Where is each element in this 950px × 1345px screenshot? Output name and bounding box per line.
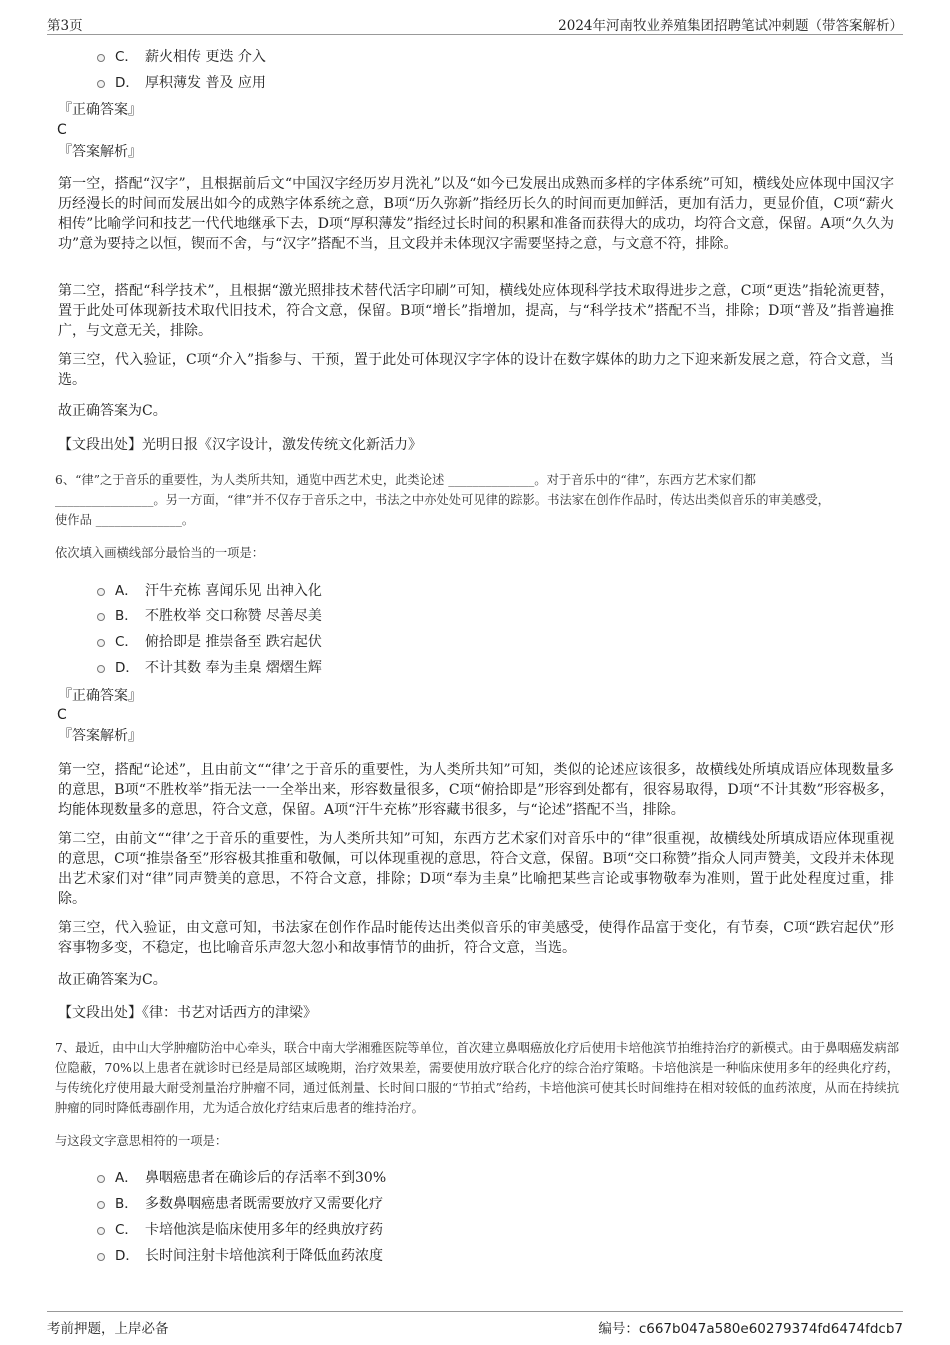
option-text: 汗牛充栋 喜闻乐见 出神入化: [145, 583, 322, 599]
option-letter: C．: [115, 1222, 138, 1238]
option-letter: A．: [115, 583, 138, 599]
q6-analysis-para-3: 第三空，代入验证，由文意可知，书法家在创作作品时能传达出类似音乐的审美感受，使得作品富于变化，有节奏，C项“跌宕起伏”形容事物多变，不稳定，也比喻音乐声忽大忽小和故事情节的曲折，符合文意，当选。: [58, 920, 894, 956]
page-number: 第3页: [47, 18, 83, 34]
radio-icon[interactable]: [97, 588, 105, 596]
option-text: 厚积薄发 普及 应用: [145, 75, 266, 91]
option-letter: C．: [115, 49, 138, 65]
radio-icon[interactable]: [97, 54, 105, 62]
option-text: 多数鼻咽癌患者既需要放疗又需要化疗: [145, 1196, 383, 1212]
document-title: 2024年河南牧业养殖集团招聘笔试冲刺题（带答案解析）: [558, 18, 903, 34]
q6-stem-line-3: 使作品 ______________。: [55, 513, 195, 527]
radio-icon[interactable]: [97, 639, 105, 647]
q7-option-a[interactable]: [97, 1167, 386, 1189]
q6-answer: C: [57, 707, 67, 723]
q6-analysis-label: 『答案解析』: [58, 728, 142, 744]
q5-analysis-para-1: 第一空，搭配“汉字”，且根据前后文“中国汉字经历岁月洗礼”以及“如今已发展出成熟而多样的字体系统”可知，横线处应体现中国汉字历经漫长的时间而发展出如今的成熟字体系统之意，B项“历久弥新”指经历长久的时间而更加鲜活，更加有活力，更显价值，C项“薪火相传”比喻学问和技艺一代代地继承下去，D项“厚积薄发”指经过长时间的积累和准备而获得大的成功，均符合文意，保留。A项“久久为功”意为要持之以恒，锲而不舍，与“汉字”搭配不当，且文段并未体现汉字需要坚持之意，与文意不符，排除。: [58, 176, 894, 252]
q5-analysis-para-2: 第二空，搭配“科学技术”，且根据“激光照排技术替代活字印刷”可知，横线处应体现科学技术取得进步之意，C项“更迭”指轮流更替，置于此处可体现新技术取代旧技术，符合文意，保留。B项“增长”指增加，提高，与“科学技术”搭配不当，排除；D项“普及”指普遍推广，与文意无关，排除。: [58, 283, 894, 339]
option-letter: A．: [115, 1170, 138, 1186]
option-text: 鼻咽癌患者在确诊后的存活率不到30%: [145, 1170, 387, 1186]
q6-source: 【文段出处】《律：书艺对话西方的津梁》: [58, 1005, 317, 1021]
radio-icon[interactable]: [97, 80, 105, 88]
q5-source: 【文段出处】光明日报《汉字设计，激发传统文化新活力》: [58, 437, 422, 453]
radio-icon[interactable]: [97, 613, 105, 621]
q6-answer-label: 『正确答案』: [58, 688, 142, 704]
q6-prompt: 依次填入画横线部分最恰当的一项是：: [55, 546, 265, 560]
q7-option-d[interactable]: [97, 1245, 383, 1267]
q6-analysis-para-1: 第一空，搭配“论述”，且由前文““律’之于音乐的重要性，为人类所共知”可知，类似的论述应该很多，故横线处所填成语应体现数量多的意思，B项“不胜枚举”指无法一一全举出来，形容数量很多，C项“俯拾即是”形容到处都有，很容易取得，D项“不计其数”形容极多，均能体现数量多的意思，符合文意，保留。A项“汗牛充栋”形容藏书很多，与“论述”搭配不当，排除。: [58, 762, 894, 818]
q7-stem: 7、最近，由中山大学肿瘤防治中心牵头，联合中南大学湘雅医院等单位，首次建立鼻咽癌放化疗后使用卡培他滨节拍维持治疗的新模式。由于鼻咽癌发病部位隐蔽，70%以上患者在就诊时已经是局部区域晚期，治疗效果差，需要使用放疗联合化疗的综合治疗策略。卡培他滨是一种临床使用多年的经典化疗药，与传统化疗使用最大耐受剂量治疗肿瘤不同，通过低剂量、长时间口服的“节拍式”给药，卡培他滨可使其长时间维持在相对较低的血药浓度，从而在持续抗肿瘤的同时降低毒副作用，尤为适合放化疗结束后患者的维持治疗。: [55, 1041, 900, 1115]
q6-conclusion: 故正确答案为C。: [58, 972, 167, 988]
q5-answer: C: [57, 122, 67, 138]
option-letter: D．: [115, 1248, 139, 1264]
q7-prompt: 与这段文字意思相符的一项是：: [55, 1134, 228, 1148]
radio-icon[interactable]: [97, 1201, 105, 1209]
q6-option-d[interactable]: [97, 657, 322, 679]
q6-option-c[interactable]: [97, 631, 322, 653]
q5-option-d[interactable]: [97, 72, 266, 94]
q7-option-c[interactable]: [97, 1219, 383, 1241]
radio-icon[interactable]: [97, 1227, 105, 1235]
q6-analysis-para-2: 第二空，由前文““律’之于音乐的重要性，为人类所共知”可知，东西方艺术家们对音乐中的“律”很重视，故横线处所填成语应体现重视的意思，C项“推崇备至”形容极其推重和敬佩，可以体现重视的意思，符合文意，保留。B项“交口称赞”指众人同声赞美，文段并未体现出艺术家们对“律”同声赞美的意思，不符合文意，排除；D项“奉为圭臬”比喻把某些言论或事物敬奉为准则，置于此处程度过重，排除。: [58, 831, 894, 907]
option-text: 不胜枚举 交口称赞 尽善尽美: [145, 608, 322, 624]
footer-slogan: 考前押题，上岸必备: [47, 1321, 169, 1337]
q5-option-c[interactable]: [97, 46, 266, 68]
q5-analysis-label: 『答案解析』: [58, 144, 142, 160]
page-header: [47, 14, 903, 35]
q6-option-a[interactable]: [97, 580, 322, 602]
page-footer: [47, 1311, 903, 1336]
q6-stem-line-1: 6、“律”之于音乐的重要性，为人类所共知，通览中西艺术史，此类论述 ______________。对于音乐中的“律”，东西方艺术家们都: [55, 473, 756, 487]
option-letter: B．: [115, 608, 138, 624]
code-label: 编号：: [598, 1321, 639, 1337]
q7-option-b[interactable]: [97, 1193, 383, 1215]
option-letter: C．: [115, 634, 138, 650]
option-letter: B．: [115, 1196, 138, 1212]
option-letter: D．: [115, 75, 139, 91]
option-text: 薪火相传 更迭 介入: [145, 49, 266, 65]
option-text: 卡培他滨是临床使用多年的经典放疗药: [145, 1222, 383, 1238]
option-text: 长时间注射卡培他滨利于降低血药浓度: [145, 1248, 383, 1264]
q6-stem-line-2: ________________。另一方面，“律”并不仅存于音乐之中，书法之中亦处处可见律的踪影。书法家在创作作品时，传达出类似音乐的审美感受，: [55, 493, 830, 507]
document-code: [598, 1317, 903, 1337]
q5-answer-label: 『正确答案』: [58, 102, 142, 118]
q5-conclusion: 故正确答案为C。: [58, 403, 167, 419]
q5-analysis-para-3: 第三空，代入验证，C项“介入”指参与、干预，置于此处可体现汉字字体的设计在数字媒体的助力之下迎来新发展之意，符合文意，当选。: [58, 352, 894, 388]
option-letter: D．: [115, 660, 139, 676]
q6-option-b[interactable]: [97, 605, 322, 627]
code-value: c667b047a580e60279374fd6474fdcb7: [638, 1321, 903, 1337]
radio-icon[interactable]: [97, 1175, 105, 1183]
option-text: 不计其数 奉为圭臬 熠熠生辉: [145, 660, 322, 676]
radio-icon[interactable]: [97, 665, 105, 673]
option-text: 俯拾即是 推崇备至 跌宕起伏: [145, 634, 322, 650]
radio-icon[interactable]: [97, 1253, 105, 1261]
